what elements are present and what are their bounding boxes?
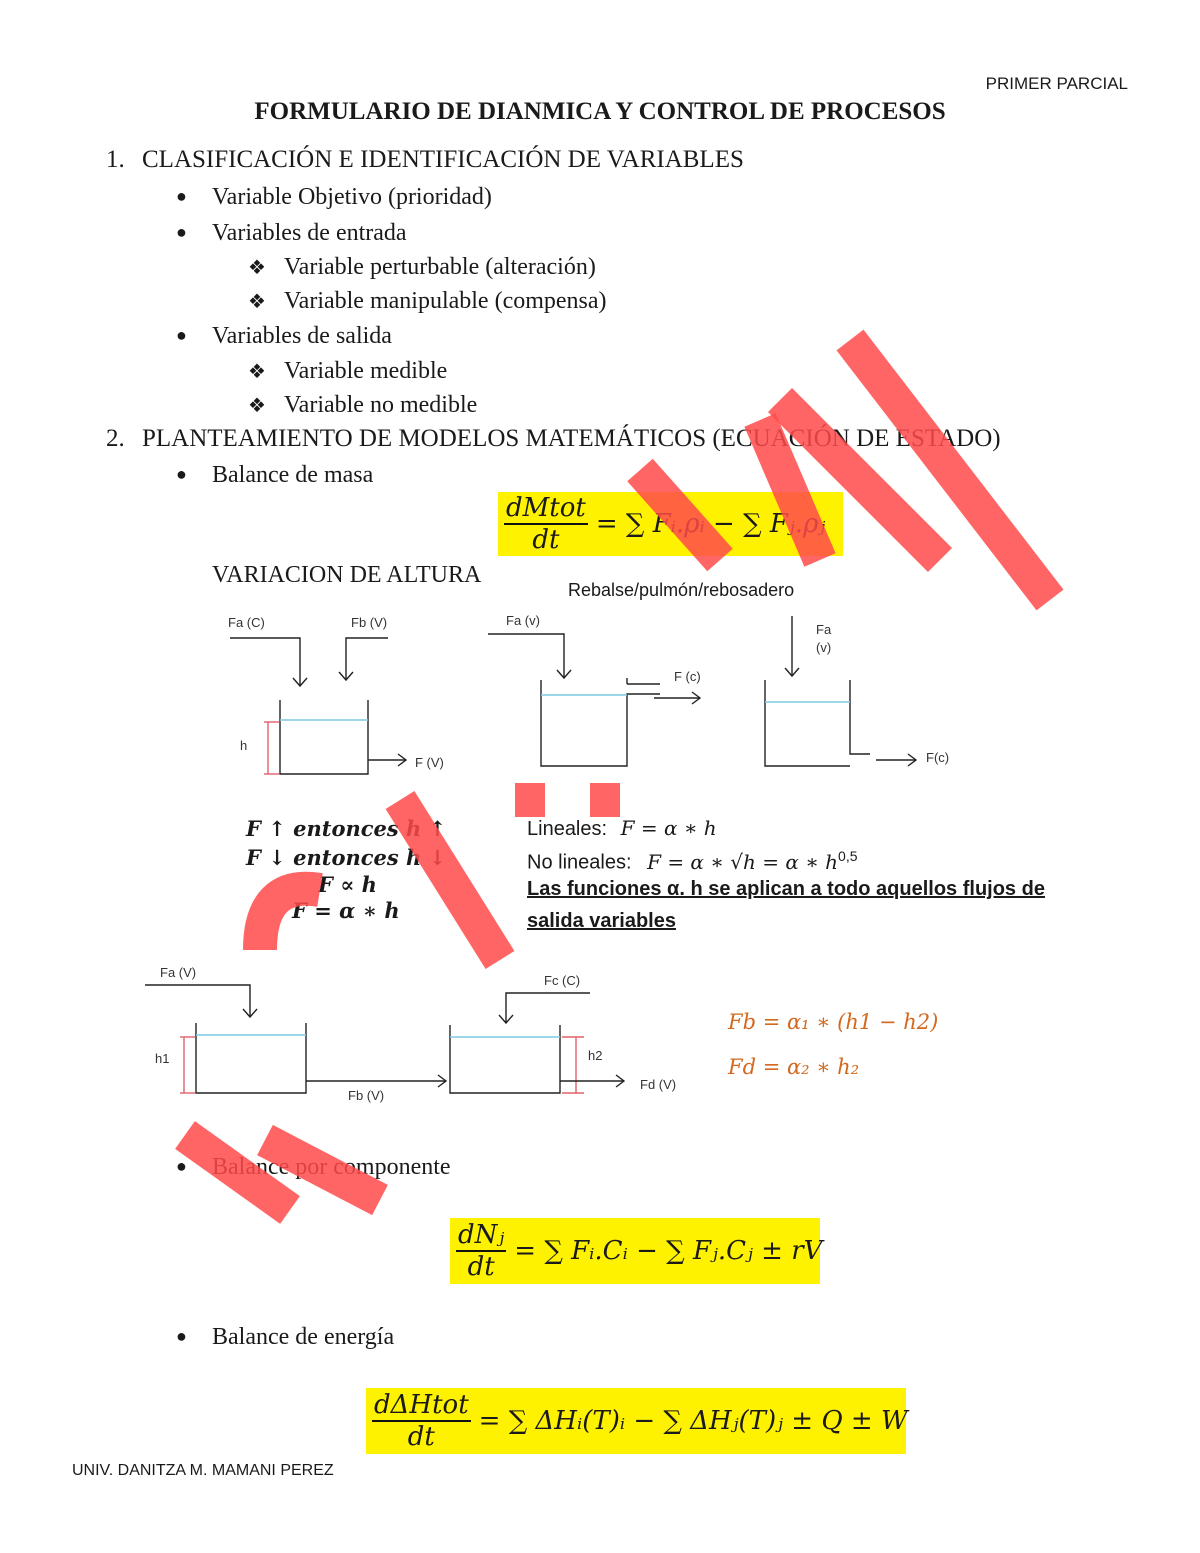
note-line-1: Las funciones α. h se aplican a todo aquellos flujos de: [527, 878, 1045, 900]
tank-1-inlet-b-label: Fb (V): [351, 615, 388, 630]
bullet-icon: ●: [176, 186, 187, 206]
tank-3-outlet-label: F(c): [926, 750, 950, 765]
tank-1-level-label: h: [240, 738, 248, 753]
list-item: ● Variables de entrada: [176, 220, 407, 246]
bullet-icon: ●: [176, 464, 187, 484]
section-1-number: 1.: [106, 146, 125, 173]
two-tank-diagram: [0, 955, 720, 1115]
fd-equation: Fd = α₂ ∗ h₂: [728, 1055, 860, 1079]
relation-increase: F ↑ entonces h ↑: [246, 816, 447, 841]
nonlinear-row: No lineales: F = α ∗ √h = α ∗ $h^{0,5}$: [527, 848, 858, 874]
list-item: ● Balance de energía: [176, 1324, 395, 1350]
two-tank-inlet-c-label: Fc (C): [544, 973, 581, 988]
relation-linear: F = α ∗ h: [292, 898, 400, 923]
tank-1-diagram: [228, 615, 444, 774]
header-label: PRIMER PARCIAL: [985, 74, 1128, 93]
sub-list-item: ❖ Variable no medible: [248, 392, 478, 418]
watermark-stroke: [850, 340, 1050, 600]
bullet-icon: ●: [176, 222, 187, 242]
section-2-number: 2.: [106, 425, 125, 452]
tank-3-inlet-label: Fa: [816, 622, 832, 637]
diamond-bullet-icon: ❖: [248, 291, 266, 313]
document-title: FORMULARIO DE DIANMICA Y CONTROL DE PROCESOS: [254, 98, 946, 125]
overflow-label: Rebalse/pulmón/rebosadero: [568, 580, 795, 600]
fb-equation: Fb = α₁ ∗ (h1 − h2): [728, 1010, 939, 1034]
bullet-icon: ●: [176, 325, 187, 345]
sub-list-item: ❖ Variable medible: [248, 358, 448, 384]
note-line-2: salida variables: [527, 910, 676, 932]
section-1-title: CLASIFICACIÓN E IDENTIFICACIÓN DE VARIABLES: [142, 146, 744, 173]
tank-2-inlet-label: Fa (v): [506, 613, 540, 628]
linear-row: Lineales: F = α ∗ h: [527, 816, 717, 840]
tank-1-outlet-label: F (V): [415, 755, 444, 770]
two-tank-link-label: Fb (V): [348, 1088, 385, 1103]
relation-decrease: F ↓ entonces h ↓: [246, 845, 447, 870]
section-1-heading: [106, 146, 744, 174]
bullet-icon: ●: [176, 1156, 187, 1176]
footer-author: UNIV. DANITZA M. MAMANI PEREZ: [72, 1462, 334, 1479]
energy-balance-equation: $\frac{\text{dΔHtot}}{dt}$ = ∑ ΔHᵢ(T)ᵢ − ∑ ΔHⱼ(T)ⱼ ± Q ± W: [366, 1388, 906, 1454]
relation-proportional: F ∝ h: [318, 872, 377, 897]
tank-diagrams-row-1: [0, 600, 1200, 800]
tank-2-outlet-label: F (c): [674, 669, 701, 684]
sub-list-item: ❖ Variable manipulable (compensa): [248, 288, 607, 314]
tank-1-inlet-a-label: Fa (C): [228, 615, 265, 630]
two-tank-level-2-label: h2: [588, 1048, 603, 1063]
section-2-heading: [106, 425, 1001, 453]
two-tank-outlet-label: Fd (V): [640, 1077, 677, 1092]
two-tank-level-1-label: h1: [155, 1051, 170, 1066]
list-item: ● Variable Objetivo (prioridad): [176, 184, 492, 210]
tank-3-diagram: [765, 616, 949, 766]
section-2-title: PLANTEAMIENTO DE MODELOS MATEMÁTICOS (ECUACIÓN DE ESTADO): [142, 425, 1001, 452]
diamond-bullet-icon: ❖: [248, 395, 266, 417]
component-balance-equation: $\frac{\text{dNⱼ}}{dt}$ = ∑ Fᵢ.Cᵢ − ∑ Fⱼ.Cⱼ ± rV: [450, 1218, 820, 1284]
list-item: ● Variables de salida: [176, 323, 392, 349]
diamond-bullet-icon: ❖: [248, 361, 266, 383]
list-item: ● Balance por componente: [176, 1154, 451, 1180]
list-item: ● Balance de masa: [176, 462, 374, 488]
bullet-icon: ●: [176, 1326, 187, 1346]
height-variation-title: VARIACION DE ALTURA: [212, 562, 482, 588]
diamond-bullet-icon: ❖: [248, 257, 266, 279]
tank-3-inlet-type-label: (v): [816, 640, 832, 655]
tank-2-diagram: [488, 613, 701, 766]
sub-list-item: ❖ Variable perturbable (alteración): [248, 254, 596, 280]
mass-balance-equation: $\frac{\text{dMtot}}{dt}$ = ∑ Fᵢ.ρᵢ − ∑ Fⱼ.ρⱼ: [498, 492, 843, 556]
two-tank-inlet-a-label: Fa (V): [160, 965, 197, 980]
